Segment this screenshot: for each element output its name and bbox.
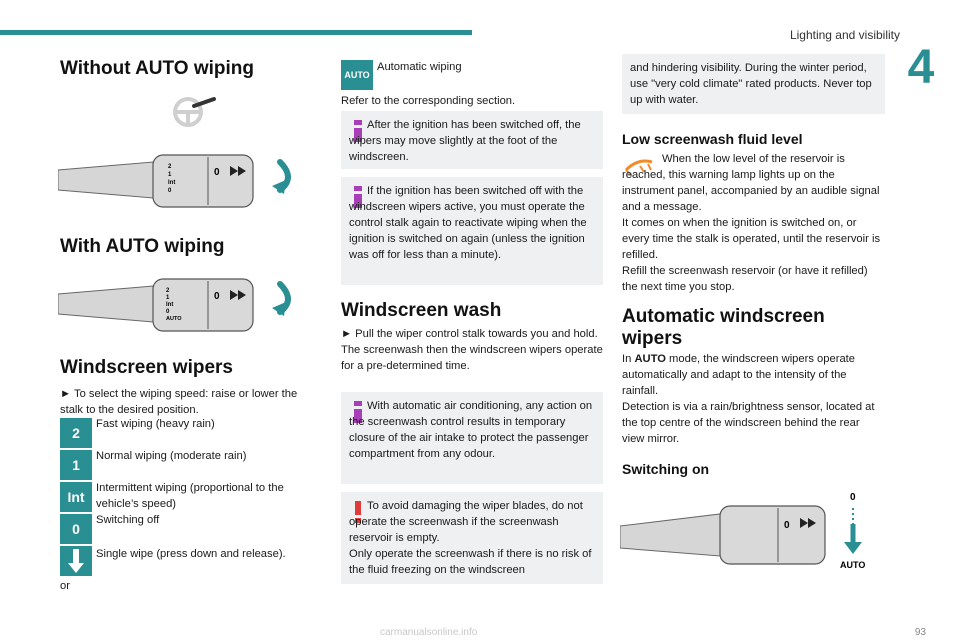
speed-off-text: Switching off: [96, 514, 160, 526]
or-text: or: [60, 580, 70, 592]
header-accent-bar: [0, 30, 472, 35]
stalk-mark-2: 2: [168, 164, 172, 170]
low-fluid-text: When the low level of the reservoir is reached, this warning lamp lights up on the instrument panel, accompanied by an audible signal and a message. It comes on when the ignition is switched on, or every time the stalk is operated, until the reservoir is refilled. Refill the screenwash reservoir (or have it refilled) the next time you stop.: [622, 153, 881, 293]
auto-mode-text: [622, 351, 884, 447]
speed-2-icon: 2: [60, 418, 92, 448]
wash-text: ► Pull the wiper control stalk towards you and hold. The screenwash then the windscreen wipers operate for a pre-determined time.: [341, 328, 603, 372]
speed-1-icon: 1: [60, 450, 92, 480]
note-1-text: After the ignition has been switched off, the wipers may move slightly at the foot of the windscreen.: [349, 119, 581, 163]
stalk-mark-1: 1: [166, 295, 170, 301]
section-title: Lighting and visibility: [789, 28, 900, 42]
watermark: carmanualsonline.info: [380, 627, 478, 638]
page-number: 93: [914, 627, 926, 638]
speed-2-text: Fast wiping (heavy rain): [96, 418, 215, 430]
refer-text: Refer to the corresponding section.: [341, 95, 516, 107]
stalk-mark-2: 2: [166, 288, 170, 294]
with-auto-title: With AUTO wiping: [60, 236, 225, 257]
auto-text: Automatic wiping: [377, 61, 462, 73]
single-wipe-text: Single wipe (press down and release).: [96, 548, 286, 560]
note-3-text: With automatic air conditioning, any action on the screenwash control results in temporary closure of the air intake to protect the passenger compartment from any odour.: [349, 400, 593, 460]
auto-switch-stalk-illustration: [620, 486, 880, 586]
warning-note-continued: [622, 54, 885, 114]
warning-note-text: To avoid damaging the wiper blades, do not operate the screenwash if the screenwash reservoir is empty. Only operate the screenwash if there is no risk of the fluid freezing on the windscreen: [349, 500, 592, 576]
speed-int-text: Intermittent wiping (proportional to the vehicle’s speed): [96, 482, 284, 510]
stalk-mark-0: 0: [168, 188, 172, 194]
warning-note: [341, 492, 603, 584]
ring-mark-0: 0: [214, 167, 220, 178]
single-wipe-arrow-icon: [60, 546, 92, 576]
speed-int-icon: Int: [60, 482, 92, 512]
speed-1-text: Normal wiping (moderate rain): [96, 450, 247, 462]
stalk-mark-auto: AUTO: [166, 316, 182, 322]
switch-zero-label: 0: [850, 492, 856, 503]
auto-mode-prefix: In: [622, 353, 635, 365]
note-2-text: If the ignition has been switched off with the windscreen wipers active, you must operate the control stalk again to reactivate wiping when the ignition is switched on again (unless the ignition was off for less than a minute).: [349, 185, 587, 261]
auto-mode-description: mode, the windscreen wipers operate automatically and adapt to the intensity of the rainfall. Detection is via a rain/brightness sensor, located at the top centre of the windscreen behind the rear view mirror.: [622, 353, 875, 445]
switch-auto-label: AUTO: [840, 560, 866, 570]
chapter-number: 4: [907, 41, 935, 94]
auto-wipers-title: Automatic windscreen wipers: [622, 306, 825, 349]
wipers-intro: ► To select the wiping speed: raise or lower the stalk to the desired position.: [60, 388, 298, 416]
note-continued-text: and hindering visibility. During the winter period, use "very cold climate" rated products. Never top up with water.: [630, 62, 872, 106]
info-note-2: [341, 177, 603, 285]
speed-off-icon: 0: [60, 514, 92, 544]
switching-on-title: Switching on: [622, 461, 710, 477]
wipers-title: Windscreen wipers: [60, 357, 233, 378]
wash-title: Windscreen wash: [341, 300, 502, 321]
low-fluid-title: Low screenwash fluid level: [622, 131, 803, 147]
ring-mark-0: 0: [214, 291, 220, 302]
stalk-mark-int: Int: [168, 180, 176, 186]
wiper-stalk-auto-illustration: [58, 264, 298, 344]
stalk-mark-int: Int: [166, 302, 174, 308]
stalk-mark-1: 1: [168, 172, 172, 178]
ring-mark-0: 0: [784, 520, 790, 531]
steering-wheel-icon: [170, 94, 216, 128]
stalk-mark-0: 0: [166, 309, 170, 315]
without-auto-title: Without AUTO wiping: [60, 58, 255, 79]
wiper-stalk-illustration: [58, 140, 298, 220]
info-note-1: [341, 111, 603, 169]
auto-icon: AUTO: [341, 60, 373, 90]
auto-mode-keyword: AUTO: [634, 353, 666, 365]
info-note-3: [341, 392, 603, 484]
